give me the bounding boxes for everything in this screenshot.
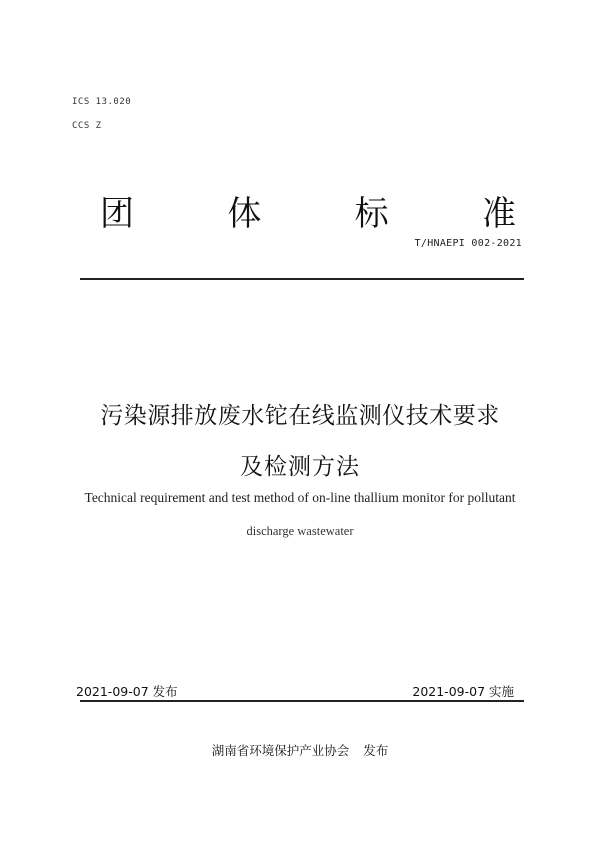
header-divider [80,278,524,280]
title-english-line-1: Technical requirement and test method of on-line thallium monitor for pollutant [84,490,516,505]
title-english-line-2: discharge wastewater [246,524,354,538]
implementation-date: 2021-09-07 实施 [412,684,514,699]
document-type-heading [100,186,516,235]
publisher-action: 发布 [363,743,389,758]
publisher-line [0,741,600,759]
title-chinese-line-2: 及检测方法 [240,454,360,480]
doc-type-char: 标 [354,194,389,234]
footer-divider [80,700,524,702]
title-chinese-line-1: 污染源排放废水铊在线监测仪技术要求 [100,403,500,429]
standard-number: T/HNAEPI 002-2021 [414,238,522,249]
ics-code: ICS 13.020 [72,97,132,107]
doc-type-char: 团 [100,194,134,234]
issue-date: 2021-09-07 发布 [76,684,178,699]
doc-type-char: 体 [227,194,262,234]
doc-type-char: 准 [481,194,516,234]
ccs-code: CCS Z [72,121,102,131]
publisher-name: 湖南省环境保护产业协会 [211,743,350,758]
